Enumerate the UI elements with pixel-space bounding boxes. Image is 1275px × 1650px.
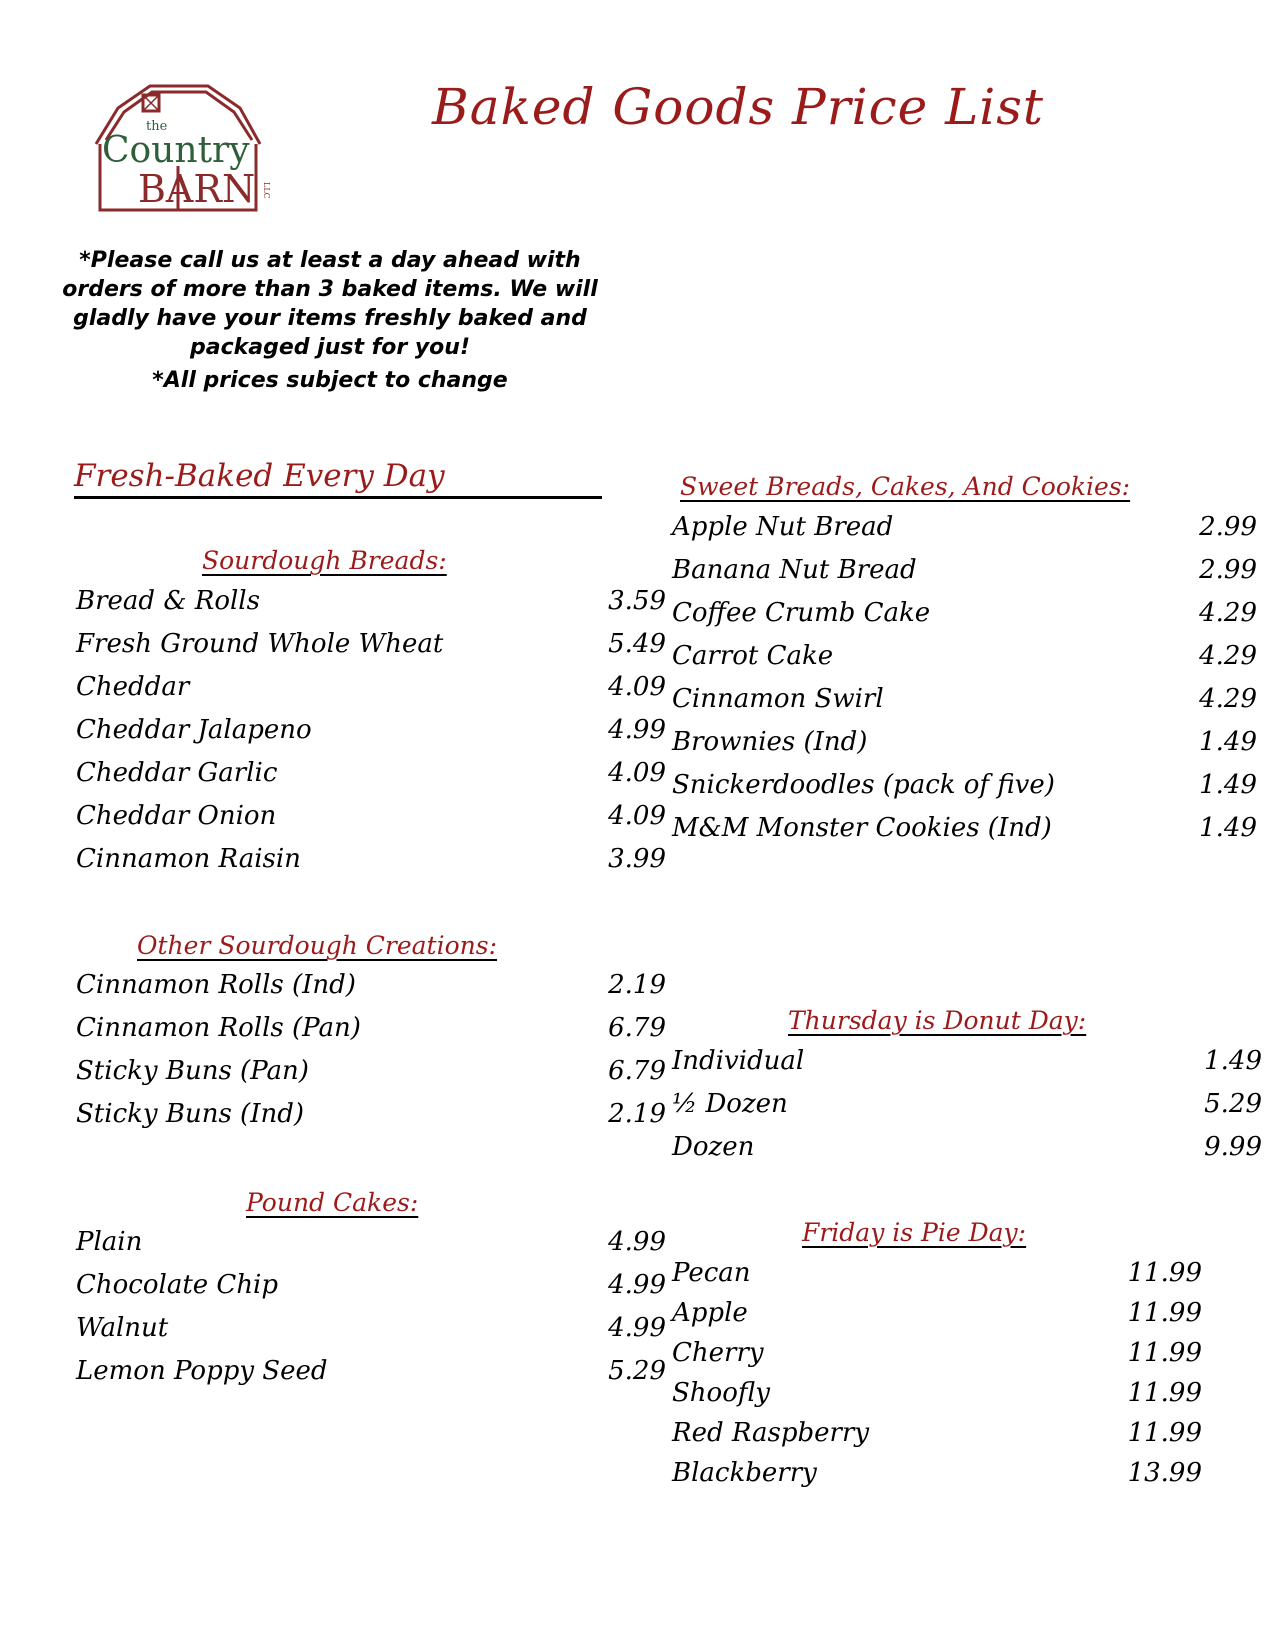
list-item <box>672 1458 1212 1498</box>
list-item <box>672 1089 1262 1132</box>
list-item <box>76 1099 666 1142</box>
item-name: Cinnamon Rolls (Pan) <box>76 1013 361 1043</box>
item-name: Snickerdoodles (pack of five) <box>672 770 1055 800</box>
item-name: Cheddar Garlic <box>76 758 278 788</box>
item-price: 1.49 <box>1204 1046 1262 1076</box>
item-name: Blackberry <box>672 1458 817 1488</box>
logo-llc-text: LLC <box>262 182 271 199</box>
item-name: Apple <box>672 1298 748 1328</box>
item-price: 4.09 <box>608 672 666 702</box>
item-price: 2.19 <box>608 1099 666 1129</box>
list-item <box>76 586 666 629</box>
pie-day-heading: Friday is Pie Day: <box>802 1218 1027 1247</box>
item-price: 3.59 <box>608 586 666 616</box>
sourdough-list <box>76 586 666 887</box>
list-item <box>672 1046 1262 1089</box>
item-name: Cinnamon Raisin <box>76 844 301 874</box>
item-price: 11.99 <box>1127 1378 1202 1408</box>
logo-country-text: Country <box>102 130 250 171</box>
list-item <box>76 1227 666 1270</box>
donut-day-list <box>672 1046 1262 1175</box>
list-item <box>76 758 666 801</box>
item-price: 2.99 <box>1199 555 1257 585</box>
item-price: 6.79 <box>608 1013 666 1043</box>
item-name: Cinnamon Swirl <box>672 684 884 714</box>
list-item <box>76 1356 666 1399</box>
item-name: Coffee Crumb Cake <box>672 598 931 628</box>
list-item <box>76 629 666 672</box>
item-price: 11.99 <box>1127 1258 1202 1288</box>
item-name: Sticky Buns (Pan) <box>76 1056 309 1086</box>
item-name: Lemon Poppy Seed <box>76 1356 328 1386</box>
item-name: Red Raspberry <box>672 1418 870 1448</box>
list-item <box>672 1132 1262 1175</box>
list-item <box>76 801 666 844</box>
item-name: Cheddar <box>76 672 190 702</box>
item-name: Individual <box>672 1046 805 1076</box>
item-name: Fresh Ground Whole Wheat <box>76 629 444 659</box>
item-price: 4.29 <box>1199 598 1257 628</box>
item-price: 1.49 <box>1199 813 1257 843</box>
sweet-breads-heading: Sweet Breads, Cakes, And Cookies: <box>680 472 1131 501</box>
item-name: Brownies (Ind) <box>672 727 868 757</box>
pie-day-list <box>672 1258 1212 1498</box>
list-item <box>672 641 1257 684</box>
pound-cakes-list <box>76 1227 666 1399</box>
list-item <box>672 1378 1212 1418</box>
list-item <box>76 970 666 1013</box>
country-barn-logo <box>88 82 283 217</box>
item-name: Cheddar Onion <box>76 801 277 831</box>
list-item <box>76 1056 666 1099</box>
item-price: 2.99 <box>1199 512 1257 542</box>
list-item <box>76 1013 666 1056</box>
item-name: Apple Nut Bread <box>672 512 894 542</box>
item-price: 5.29 <box>608 1356 666 1386</box>
item-price: 5.29 <box>1204 1089 1262 1119</box>
item-name: Pecan <box>672 1258 751 1288</box>
list-item <box>672 1418 1212 1458</box>
list-item <box>672 512 1257 555</box>
order-notice <box>60 246 600 395</box>
item-name: Cheddar Jalapeno <box>76 715 312 745</box>
list-item <box>672 813 1257 856</box>
item-name: M&M Monster Cookies (Ind) <box>672 813 1052 843</box>
item-price: 4.99 <box>608 1270 666 1300</box>
page-title: Baked Goods Price List <box>432 78 1045 136</box>
item-name: Shoofly <box>672 1378 770 1408</box>
logo-barn-text: BARN <box>138 167 256 211</box>
item-price: 4.29 <box>1199 684 1257 714</box>
item-price: 1.49 <box>1199 770 1257 800</box>
item-name: Chocolate Chip <box>76 1270 279 1300</box>
item-price: 4.99 <box>608 715 666 745</box>
item-name: Carrot Cake <box>672 641 834 671</box>
item-price: 11.99 <box>1127 1338 1202 1368</box>
list-item <box>672 598 1257 641</box>
item-price: 1.49 <box>1199 727 1257 757</box>
notice-call-ahead: *Please call us at least a day ahead with orders of more than 3 baked items. We will gladly have your items freshly baked and packaged just for you! <box>62 248 598 360</box>
item-name: ½ Dozen <box>672 1089 788 1119</box>
fresh-baked-heading: Fresh-Baked Every Day <box>74 458 602 499</box>
logo-small-text: the <box>146 119 168 134</box>
item-price: 3.99 <box>608 844 666 874</box>
list-item <box>672 770 1257 813</box>
item-name: Plain <box>76 1227 143 1257</box>
list-item <box>76 844 666 887</box>
list-item <box>76 1270 666 1313</box>
item-price: 4.99 <box>608 1227 666 1257</box>
other-sourdough-list <box>76 970 666 1142</box>
item-price: 2.19 <box>608 970 666 1000</box>
item-price: 11.99 <box>1127 1298 1202 1328</box>
item-price: 5.49 <box>608 629 666 659</box>
item-price: 6.79 <box>608 1056 666 1086</box>
item-price: 11.99 <box>1127 1418 1202 1448</box>
item-name: Cinnamon Rolls (Ind) <box>76 970 356 1000</box>
list-item <box>76 715 666 758</box>
item-name: Sticky Buns (Ind) <box>76 1099 304 1129</box>
item-name: Banana Nut Bread <box>672 555 917 585</box>
item-name: Walnut <box>76 1313 169 1343</box>
pound-cakes-heading: Pound Cakes: <box>246 1188 419 1217</box>
list-item <box>76 1313 666 1356</box>
list-item <box>76 672 666 715</box>
item-price: 4.29 <box>1199 641 1257 671</box>
list-item <box>672 1338 1212 1378</box>
list-item <box>672 555 1257 598</box>
item-name: Cherry <box>672 1338 764 1368</box>
item-name: Dozen <box>672 1132 755 1162</box>
donut-day-heading: Thursday is Donut Day: <box>788 1006 1087 1035</box>
item-price: 4.99 <box>608 1313 666 1343</box>
item-name: Bread & Rolls <box>76 586 260 616</box>
list-item <box>672 1258 1212 1298</box>
notice-prices: *All prices subject to change <box>152 368 508 393</box>
item-price: 9.99 <box>1204 1132 1262 1162</box>
list-item <box>672 1298 1212 1338</box>
item-price: 13.99 <box>1127 1458 1202 1488</box>
list-item <box>672 727 1257 770</box>
item-price: 4.09 <box>608 801 666 831</box>
sweet-breads-list <box>672 512 1257 856</box>
other-sourdough-heading: Other Sourdough Creations: <box>137 931 497 960</box>
item-price: 4.09 <box>608 758 666 788</box>
sourdough-heading: Sourdough Breads: <box>202 546 447 575</box>
list-item <box>672 684 1257 727</box>
